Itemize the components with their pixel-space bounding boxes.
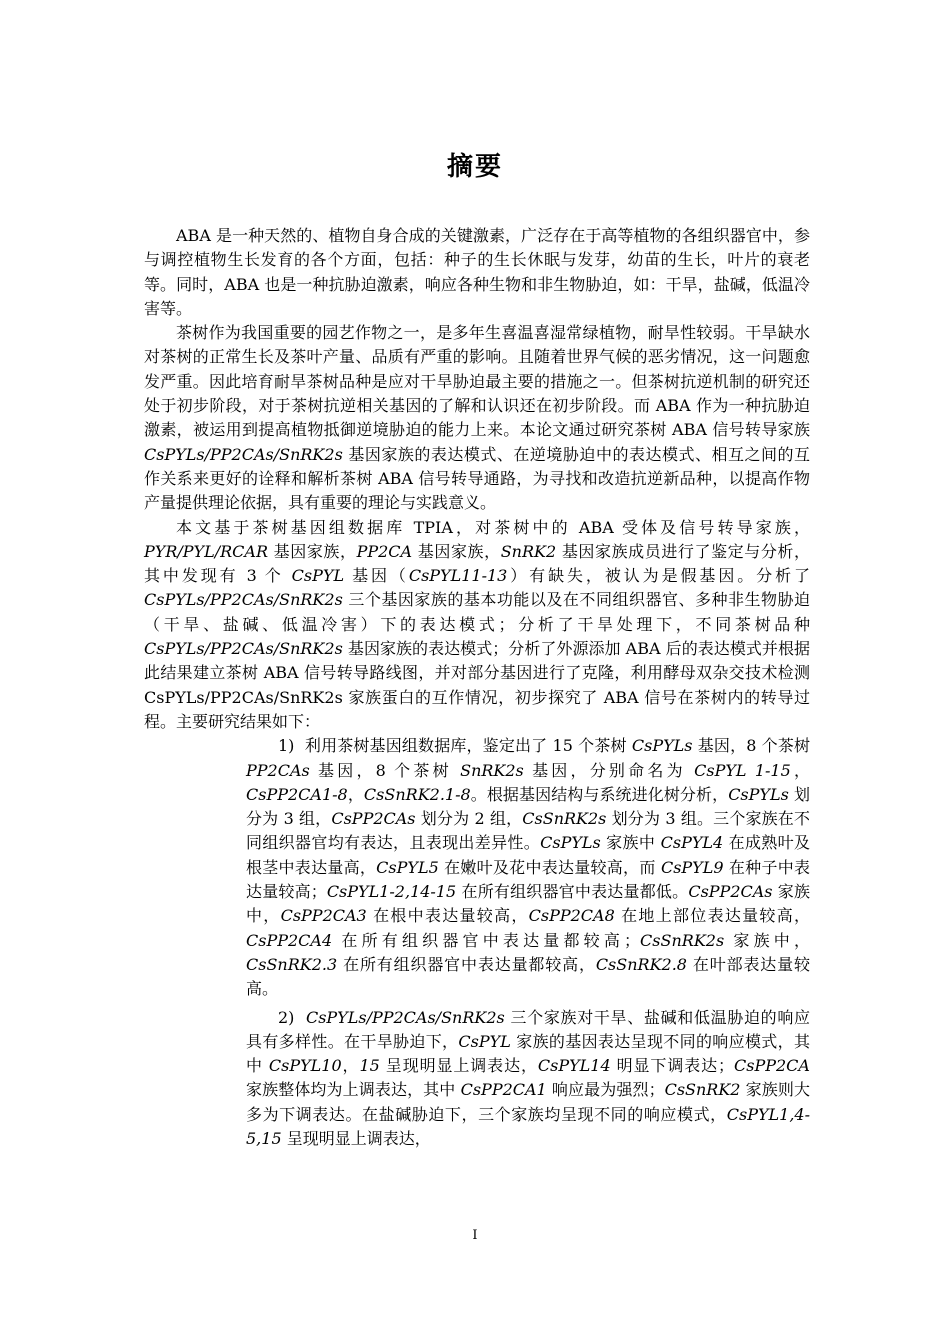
- paragraph-methods: 本文基于茶树基因组数据库 TPIA，对茶树中的 ABA 受体及信号转导家族，PYR/PYL/RCAR 基因家族，PP2CA 基因家族，SnRK2 基因家族成员进行了鉴定与分析，其中发现有 3 个 CsPYL 基因（CsPYL11-13）有缺失，被认为是假基因。分析了 CsPYLs/PP2CAs/SnRK2s 三个基因家族的基本功能以及在不同组织器官、多种非生物胁迫（干旱、盐碱、低温冷害）下的表达模式；分析了干旱处理下，不同茶树品种 CsPYLs/PP2CAs/SnRK2s 基因家族的表达模式；分析了外源添加 ABA 后的表达模式并根据此结果建立茶树 ABA 信号转导路线图，并对部分基因进行了克隆，利用酵母双杂交技术检测 CsPYLs/PP2CAs/SnRK2s 家族蛋白的互作情况，初步探究了 ABA 信号在茶树内的转导过程。主要研究结果如下：: [144, 517, 810, 731]
- paragraph-tea-drought: 茶树作为我国重要的园艺作物之一，是多年生喜温喜湿常绿植物，耐旱性较弱。干旱缺水对茶树的正常生长及茶叶产量、品质有严重的影响。且随着世界气候的恶劣情况，这一问题愈发严重。因此培育耐旱茶树品种是应对干旱胁迫最主要的措施之一。但茶树抗逆机制的研究还处于初步阶段，对于茶树抗逆相关基因的了解和认识还在初步阶段。而 ABA 作为一种抗胁迫激素，被运用到提高植物抵御逆境胁迫的能力上来。本论文通过研究茶树 ABA 信号转导家族 CsPYLs/PP2CAs/SnRK2s 基因家族的表达模式、在逆境胁迫中的表达模式、相互之间的互作关系来更好的诠释和解析茶树 ABA 信号转导通路，为寻找和改造抗逆新品种，以提高作物产量提供理论依据，具有重要的理论与实践意义。: [144, 323, 810, 513]
- result-item-2: 2) CsPYLs/PP2CAs/SnRK2s 三个家族对干旱、盐碱和低温胁迫的响应具有多样性。在干旱胁迫下，CsPYL 家族的基因表达呈现不同的响应模式，其中 CsPYL10，15 呈现明显上调表达，CsPYL14 明显下调表达；CsPP2CA 家族整体均为上调表达，其中 CsPP2CA1 响应最为强烈；CsSnRK2 家族则大多为下调表达。在盐碱胁迫下，三个家族均呈现不同的响应模式，CsPYL1,4-5,15 呈现明显上调表达，: [246, 1007, 810, 1148]
- result-item-1: 1) 利用茶树基因组数据库，鉴定出了 15 个茶树 CsPYLs 基因，8 个茶树 PP2CAs 基因，8 个茶树 SnRK2s 基因，分别命名为 CsPYL 1-15，CsPP2CA1-8，CsSnRK2.1-8。根据基因结构与系统进化树分析，CsPYLs 划分为 3 组，CsPP2CAs 划分为 2 组，CsSnRK2s 划分为 3 组。三个家族在不同组织器官均有表达，且表现出差异性。CsPYLs 家族中 CsPYL4 在成熟叶及根茎中表达量高，CsPYL5 在嫩叶及花中表达量较高，而 CsPYL9 在种子中表达量较高；CsPYL1-2,14-15 在所有组织器官中表达量都低。CsPP2CAs 家族中，CsPP2CA3 在根中表达量较高，CsPP2CA8 在地上部位表达量较高，CsPP2CA4 在所有组织器官中表达量都较高；CsSnRK2s 家族中，CsSnRK2.3 在所有组织器官中表达量都较高，CsSnRK2.8 在叶部表达量较高。: [246, 736, 810, 999]
- abstract-body: [144, 224, 810, 1151]
- page-number: I: [472, 1228, 478, 1243]
- results-list: [246, 734, 810, 1151]
- paragraph-aba-intro: ABA 是一种天然的、植物自身合成的关键激素，广泛存在于高等植物的各组织器官中，参与调控植物生长发育的各个方面，包括：种子的生长休眠与发芽，幼苗的生长，叶片的衰老等。同时，ABA 也是一种抗胁迫激素，响应各种生物和非生物胁迫，如：干旱，盐碱，低温冷害等。: [144, 226, 810, 318]
- page-title: 摘要: [446, 152, 503, 182]
